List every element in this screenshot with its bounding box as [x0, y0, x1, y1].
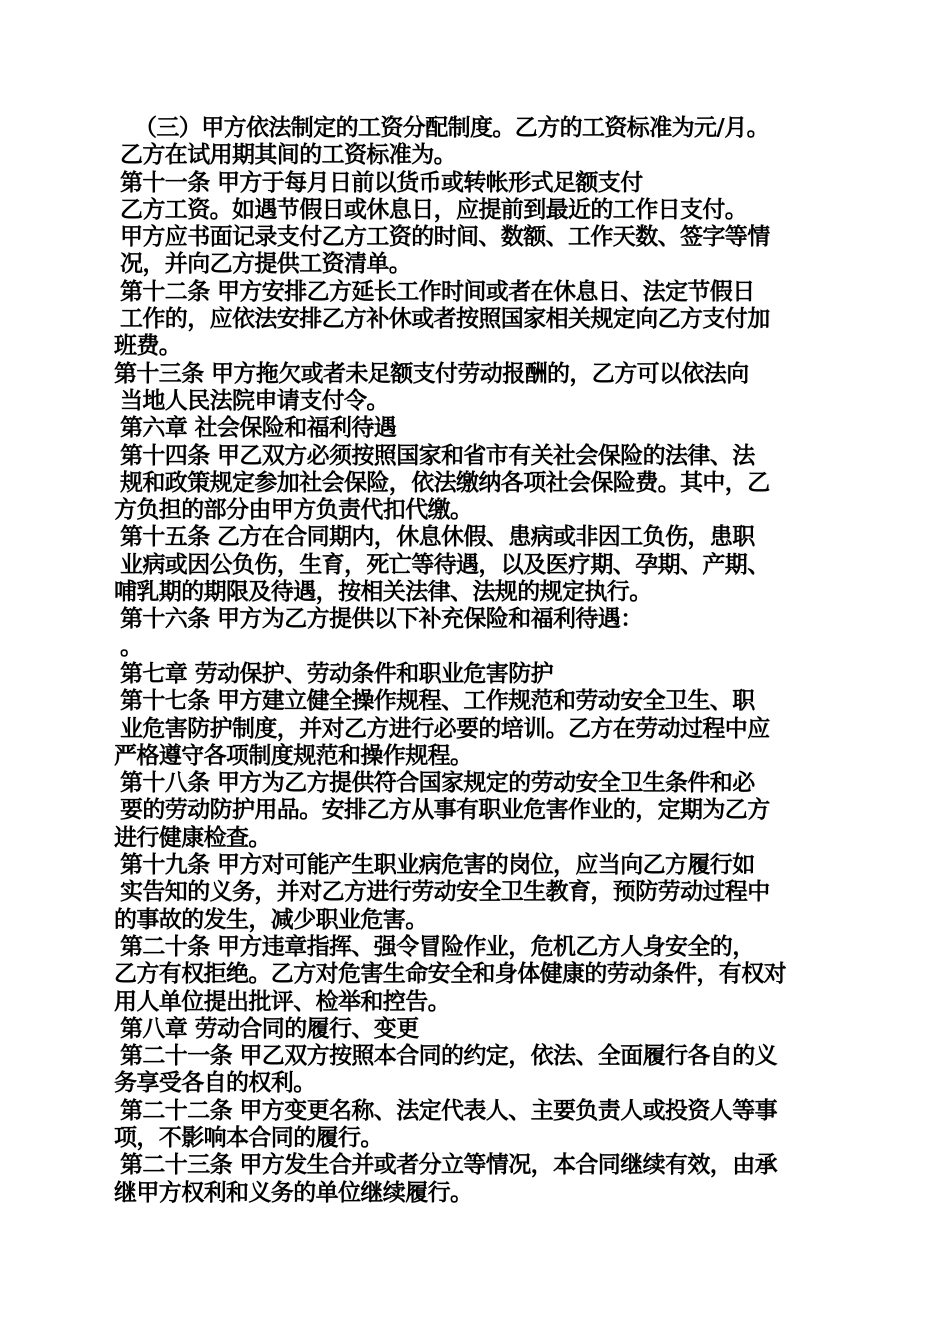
contract-text-block — [114, 115, 844, 1207]
text-line: 第十九条 甲方对可能产生职业病危害的岗位，应当向乙方履行如 — [120, 852, 755, 879]
text-line: 第十一条 甲方于每月日前以货币或转帐形式足额支付 — [120, 169, 643, 196]
text-line: 第十七条 甲方建立健全操作规程、工作规范和劳动安全卫生、职 — [120, 688, 755, 715]
text-line: 用人单位提出批评、检举和控告。 — [114, 988, 451, 1015]
text-line: 规和政策规定参加社会保险，依法缴纳各项社会保险费。其中，乙 — [120, 469, 770, 496]
text-line: 第二十三条 甲方发生合并或者分立等情况，本合同继续有效，由承 — [120, 1152, 778, 1179]
text-line: 业病或因公负伤，生育，死亡等待遇，以及医疗期、孕期、产期、 — [120, 551, 770, 578]
text-line: 第二十二条 甲方变更名称、法定代表人、主要负责人或投资人等事 — [120, 1097, 778, 1124]
text-line: 第十四条 甲乙双方必须按照国家和省市有关社会保险的法律、法 — [120, 442, 755, 469]
text-line: 务享受各自的权利。 — [114, 1070, 316, 1097]
text-line: 业危害防护制度，并对乙方进行必要的培训。乙方在劳动过程中应 — [120, 715, 770, 742]
text-line: 工作的，应依法安排乙方补休或者按照国家相关规定向乙方支付加 — [120, 306, 770, 333]
text-line: 第十二条 甲方安排乙方延长工作时间或者在休息日、法定节假日 — [120, 278, 755, 305]
text-line: 第二十一条 甲乙双方按照本合同的约定，依法、全面履行各自的义 — [120, 1043, 778, 1070]
text-line: （三）甲方依法制定的工资分配制度。乙方的工资标准为元/月。 — [134, 115, 770, 141]
text-line: 方负担的部分由甲方负责代扣代缴。 — [114, 497, 473, 524]
text-line: 第八章 劳动合同的履行、变更 — [120, 1015, 419, 1042]
text-line: 项，不影响本合同的履行。 — [114, 1124, 383, 1151]
text-line: 班费。 — [114, 333, 182, 360]
text-line: 继甲方权利和义务的单位继续履行。 — [114, 1179, 473, 1206]
text-line: 第六章 社会保险和福利待遇 — [120, 415, 397, 442]
text-line: 乙方有权拒绝。乙方对危害生命安全和身体健康的劳动条件，有权对 — [114, 961, 787, 988]
text-line: 第二十条 甲方违章指挥、强令冒险作业，危机乙方人身安全的， — [120, 933, 755, 960]
text-line: 第十八条 甲方为乙方提供符合国家规定的劳动安全卫生条件和必 — [120, 770, 755, 797]
text-line: 要的劳动防护用品。安排乙方从事有职业危害作业的，定期为乙方 — [120, 797, 770, 824]
text-line: 乙方工资。如遇节假日或休息日，应提前到最近的工作日支付。 — [120, 196, 748, 223]
text-line: 况，并向乙方提供工资清单。 — [120, 251, 412, 278]
text-line: 实告知的义务，并对乙方进行劳动安全卫生教育，预防劳动过程中 — [120, 879, 770, 906]
text-line: 哺乳期的期限及待遇，按相关法律、法规的规定执行。 — [114, 579, 652, 606]
text-line: 甲方应书面记录支付乙方工资的时间、数额、工作天数、签字等情 — [120, 224, 770, 251]
text-line: 的事故的发生，减少职业危害。 — [114, 906, 428, 933]
text-line: 乙方在试用期其间的工资标准为。 — [120, 142, 457, 169]
text-line: 进行健康检查。 — [114, 824, 271, 851]
text-line: 当地人民法院申请支付令。 — [120, 387, 389, 414]
text-line: 第七章 劳动保护、劳动条件和职业危害防护 — [120, 660, 554, 687]
text-line: 严格遵守各项制度规范和操作规程。 — [114, 742, 473, 769]
text-line: 。 — [120, 633, 143, 660]
text-line: 第十五条 乙方在合同期内，休息休假、患病或非因工负伤，患职 — [120, 524, 755, 551]
text-line: 第十六条 甲方为乙方提供以下补充保险和福利待遇： — [120, 606, 643, 633]
text-line: 第十三条 甲方拖欠或者未足额支付劳动报酬的，乙方可以依法向 — [114, 360, 749, 387]
